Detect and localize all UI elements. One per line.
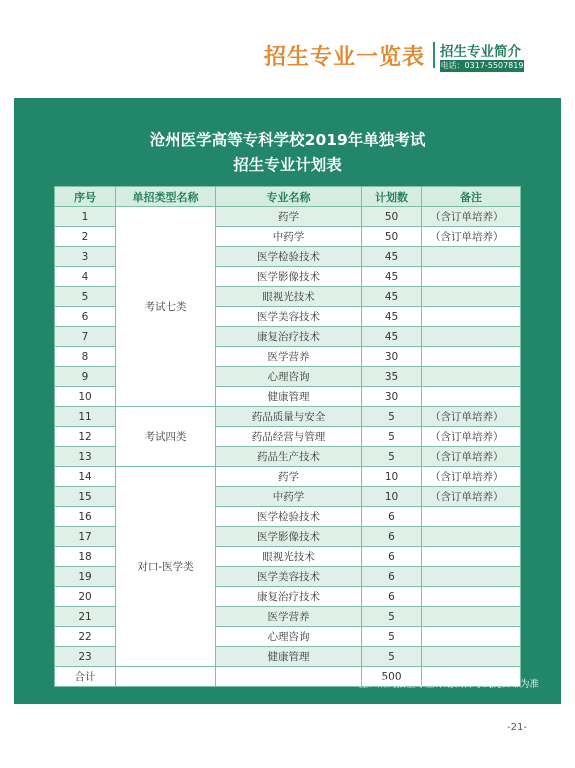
- cell-plan: 45: [362, 247, 422, 267]
- page-header: [0, 36, 575, 76]
- cell-major: 医学美容技术: [216, 567, 362, 587]
- cell-no: 14: [55, 467, 116, 487]
- cell-plan: 5: [362, 607, 422, 627]
- cell-plan: 6: [362, 547, 422, 567]
- cell-no: 2: [55, 227, 116, 247]
- header-no: 序号: [55, 187, 116, 207]
- cell-note: [422, 587, 521, 607]
- cell-no: 20: [55, 587, 116, 607]
- cell-no: 3: [55, 247, 116, 267]
- cell-no: 8: [55, 347, 116, 367]
- cell-note: [422, 347, 521, 367]
- cell-no: 11: [55, 407, 116, 427]
- cell-plan: 30: [362, 347, 422, 367]
- cell-plan: 6: [362, 587, 422, 607]
- cell-note: [422, 507, 521, 527]
- cell-plan: 5: [362, 407, 422, 427]
- cell-plan: 5: [362, 627, 422, 647]
- cell-major: 药品经营与管理: [216, 427, 362, 447]
- cell-plan: 5: [362, 427, 422, 447]
- cell-major: 眼视光技术: [216, 287, 362, 307]
- cell-no: 12: [55, 427, 116, 447]
- cell-major: 药品生产技术: [216, 447, 362, 467]
- cell-major: 药学: [216, 207, 362, 227]
- cell-no: 15: [55, 487, 116, 507]
- total-major-empty: [216, 667, 362, 687]
- plan-panel: [14, 98, 561, 704]
- cell-major: 医学营养: [216, 607, 362, 627]
- cell-major: 心理咨询: [216, 367, 362, 387]
- cell-note: [422, 327, 521, 347]
- cell-note: [422, 567, 521, 587]
- cell-major: 医学影像技术: [216, 527, 362, 547]
- cell-no: 1: [55, 207, 116, 227]
- cell-note: （含订单培养）: [422, 227, 521, 247]
- cell-plan: 35: [362, 367, 422, 387]
- header-phone: 电话：0317-5507819: [440, 61, 524, 70]
- cell-plan: 10: [362, 487, 422, 507]
- header-title: 招生专业一览表: [263, 44, 425, 70]
- cell-no: 9: [55, 367, 116, 387]
- panel-title-line2: 招生专业计划表: [233, 156, 342, 174]
- cell-note: [422, 287, 521, 307]
- cell-plan: 50: [362, 207, 422, 227]
- header-major: 专业名称: [216, 187, 362, 207]
- cell-note: [422, 387, 521, 407]
- cell-category: 考试七类: [116, 207, 216, 407]
- cell-note: [422, 607, 521, 627]
- header-category: 单招类型名称: [116, 187, 216, 207]
- cell-major: 医学影像技术: [216, 267, 362, 287]
- cell-no: 19: [55, 567, 116, 587]
- cell-plan: 10: [362, 467, 422, 487]
- cell-no: 16: [55, 507, 116, 527]
- cell-note: （含订单培养）: [422, 487, 521, 507]
- cell-note: （含订单培养）: [422, 467, 521, 487]
- cell-major: 医学检验技术: [216, 507, 362, 527]
- cell-plan: 45: [362, 287, 422, 307]
- cell-major: 康复治疗技术: [216, 587, 362, 607]
- cell-plan: 5: [362, 447, 422, 467]
- cell-major: 药品质量与安全: [216, 407, 362, 427]
- cell-no: 13: [55, 447, 116, 467]
- cell-major: 康复治疗技术: [216, 327, 362, 347]
- cell-plan: 45: [362, 327, 422, 347]
- cell-note: [422, 367, 521, 387]
- table-row: [55, 407, 521, 427]
- header-divider: [433, 42, 435, 68]
- cell-no: 17: [55, 527, 116, 547]
- cell-major: 健康管理: [216, 387, 362, 407]
- cell-plan: 6: [362, 507, 422, 527]
- cell-no: 23: [55, 647, 116, 667]
- panel-title-line1: 沧州医学高等专科学校2019年单独考试: [149, 131, 426, 149]
- cell-plan: 5: [362, 647, 422, 667]
- cell-no: 22: [55, 627, 116, 647]
- cell-plan: 6: [362, 567, 422, 587]
- cell-major: 医学营养: [216, 347, 362, 367]
- cell-plan: 45: [362, 267, 422, 287]
- cell-no: 10: [55, 387, 116, 407]
- cell-major: 医学美容技术: [216, 307, 362, 327]
- cell-no: 6: [55, 307, 116, 327]
- cell-major: 心理咨询: [216, 627, 362, 647]
- cell-major: 医学检验技术: [216, 247, 362, 267]
- cell-note: [422, 307, 521, 327]
- cell-note: [422, 647, 521, 667]
- cell-major: 健康管理: [216, 647, 362, 667]
- cell-category: 对口-医学类: [116, 467, 216, 667]
- header-plan: 计划数: [362, 187, 422, 207]
- cell-note: （含订单培养）: [422, 427, 521, 447]
- cell-note: （含订单培养）: [422, 207, 521, 227]
- cell-note: （含订单培养）: [422, 447, 521, 467]
- header-subtitle: 招生专业简介: [440, 44, 521, 60]
- plan-table: [54, 186, 521, 687]
- table-row: [55, 207, 521, 227]
- cell-plan: 45: [362, 307, 422, 327]
- cell-no: 7: [55, 327, 116, 347]
- cell-note: [422, 527, 521, 547]
- header-note: 备注: [422, 187, 521, 207]
- table-body: [55, 207, 521, 687]
- cell-note: [422, 547, 521, 567]
- cell-no: 21: [55, 607, 116, 627]
- cell-note: （含订单培养）: [422, 407, 521, 427]
- footnote: 注：所列招生专业计划以省考试院公布为准: [358, 679, 539, 690]
- cell-note: [422, 267, 521, 287]
- cell-category: 考试四类: [116, 407, 216, 467]
- total-label: 合计: [55, 667, 116, 687]
- cell-major: 眼视光技术: [216, 547, 362, 567]
- cell-major: 中药学: [216, 227, 362, 247]
- cell-plan: 30: [362, 387, 422, 407]
- cell-note: [422, 247, 521, 267]
- cell-no: 5: [55, 287, 116, 307]
- cell-major: 药学: [216, 467, 362, 487]
- cell-no: 4: [55, 267, 116, 287]
- cell-plan: 50: [362, 227, 422, 247]
- table-row: [55, 467, 521, 487]
- cell-plan: 6: [362, 527, 422, 547]
- table-header-row: [55, 187, 521, 207]
- cell-note: [422, 627, 521, 647]
- cell-no: 18: [55, 547, 116, 567]
- page-number: -21-: [507, 722, 527, 733]
- cell-major: 中药学: [216, 487, 362, 507]
- total-category-empty: [116, 667, 216, 687]
- total-plan: 500: [362, 667, 422, 687]
